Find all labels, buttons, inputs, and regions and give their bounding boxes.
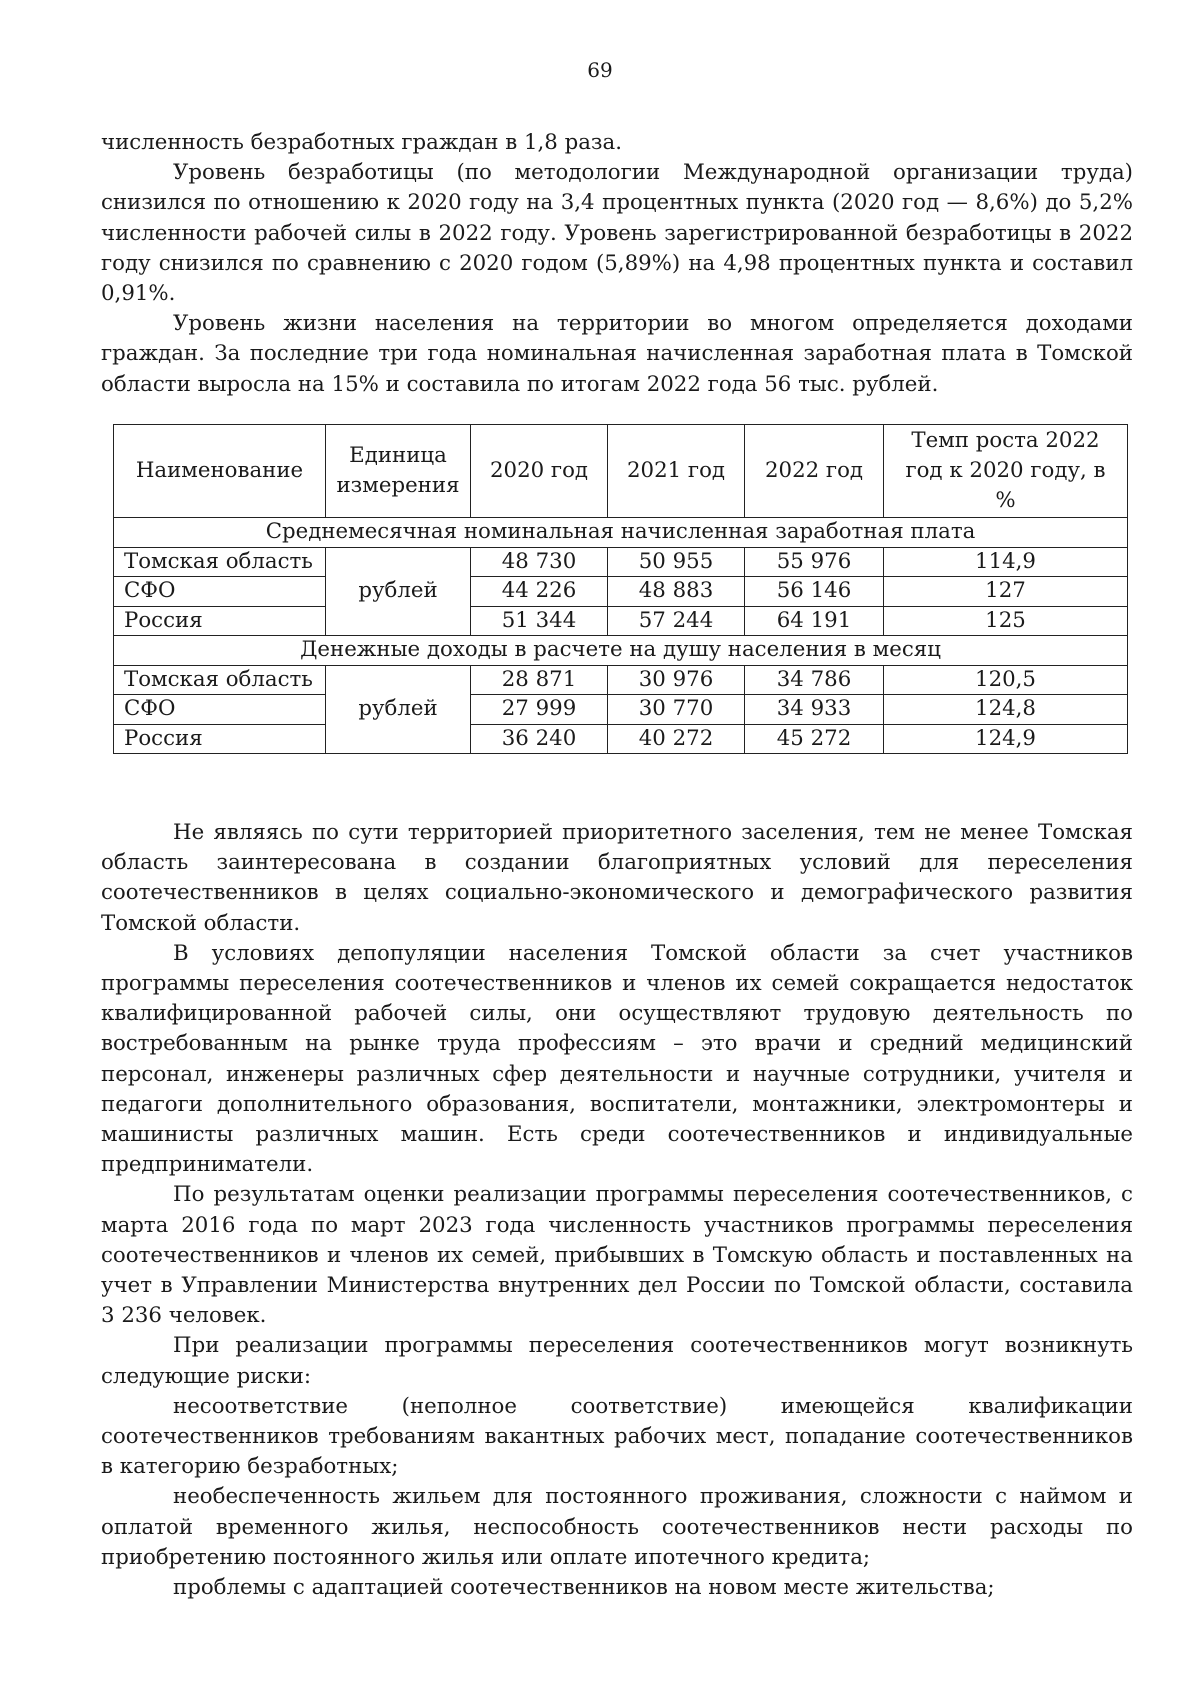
paragraph: Уровень безработицы (по методологии Международной организации труда) снизился по отношению к 2020 году на 3,4 процентных пункта (2020 год — 8,6%) до 5,2% численности рабочей силы в 2022 году. Уровень зарегистрированной безработицы в 2022 году снизился по сравнению с 2020 годом (5,89%) на 4,98 процентных пункта и составил 0,91%. xyxy=(101,160,1133,307)
unit-cell: рублей xyxy=(326,665,471,754)
body-text xyxy=(101,818,1133,1603)
table-row xyxy=(114,665,1128,695)
row-name: Россия xyxy=(114,724,326,754)
header-name: Наименование xyxy=(114,425,326,518)
paragraph: Не являясь по сути территорией приоритетного заселения, тем не менее Томская область заинтересована в создании благоприятных условий для переселения соотечественников в целях социально-экономического и демографического развития Томской области. xyxy=(101,820,1133,936)
section-title: Денежные доходы в расчете на душу населения в месяц xyxy=(114,636,1128,666)
section-row xyxy=(114,518,1128,548)
row-name: СФО xyxy=(114,577,326,607)
value-growth: 125 xyxy=(884,606,1128,636)
intro-text xyxy=(101,128,1133,400)
header-unit: Единица измерения xyxy=(326,425,471,518)
header-2020: 2020 год xyxy=(471,425,608,518)
value-2021: 30 770 xyxy=(608,695,745,725)
value-2022: 34 786 xyxy=(745,665,884,695)
value-2021: 40 272 xyxy=(608,724,745,754)
value-2021: 48 883 xyxy=(608,577,745,607)
value-2022: 56 146 xyxy=(745,577,884,607)
income-table xyxy=(113,424,1128,754)
value-2022: 34 933 xyxy=(745,695,884,725)
value-2021: 57 244 xyxy=(608,606,745,636)
value-2020: 28 871 xyxy=(471,665,608,695)
table-row xyxy=(114,547,1128,577)
row-name: Томская область xyxy=(114,665,326,695)
value-growth: 124,9 xyxy=(884,724,1128,754)
section-title: Среднемесячная номинальная начисленная заработная плата xyxy=(114,518,1128,548)
paragraph: Уровень жизни населения на территории во многом определяется доходами граждан. За последние три года номинальная начисленная заработная плата в Томской области выросла на 15% и составила по итогам 2022 года 56 тыс. рублей. xyxy=(101,311,1133,397)
page-number: 69 xyxy=(587,58,613,82)
value-2021: 50 955 xyxy=(608,547,745,577)
value-2020: 44 226 xyxy=(471,577,608,607)
paragraph: При реализации программы переселения соотечественников могут возникнуть следующие риски: xyxy=(101,1333,1133,1389)
paragraph: необеспеченность жильем для постоянного проживания, сложности с наймом и оплатой временного жилья, неспособность соотечественников нести расходы по приобретению постоянного жилья или оплате ипотечного кредита; xyxy=(101,1484,1133,1570)
header-2022: 2022 год xyxy=(745,425,884,518)
paragraph: проблемы с адаптацией соотечественников на новом месте жительства; xyxy=(173,1575,995,1601)
header-growth: Темп роста 2022 год к 2020 году, в % xyxy=(884,425,1128,518)
row-name: Томская область xyxy=(114,547,326,577)
value-2020: 48 730 xyxy=(471,547,608,577)
paragraph: несоответствие (неполное соответствие) имеющейся квалификации соотечественников требованиям вакантных рабочих мест, попадание соотечественников в категорию безработных; xyxy=(101,1393,1133,1480)
unit-cell: рублей xyxy=(326,547,471,636)
value-2020: 36 240 xyxy=(471,724,608,754)
value-2020: 27 999 xyxy=(471,695,608,725)
section-row xyxy=(114,636,1128,666)
table-row xyxy=(114,695,1128,725)
value-growth: 120,5 xyxy=(884,665,1128,695)
value-2021: 30 976 xyxy=(608,665,745,695)
table-row xyxy=(114,577,1128,607)
table-row xyxy=(114,724,1128,754)
value-2022: 45 272 xyxy=(745,724,884,754)
paragraph: численность безработных граждан в 1,8 раза. xyxy=(101,130,623,155)
row-name: СФО xyxy=(114,695,326,725)
value-2020: 51 344 xyxy=(471,606,608,636)
table-header-row xyxy=(114,425,1128,518)
header-2021: 2021 год xyxy=(608,425,745,518)
value-2022: 64 191 xyxy=(745,606,884,636)
value-2022: 55 976 xyxy=(745,547,884,577)
table-row xyxy=(114,606,1128,636)
value-growth: 114,9 xyxy=(884,547,1128,577)
value-growth: 124,8 xyxy=(884,695,1128,725)
paragraph: В условиях депопуляции населения Томской области за счет участников программы переселения соотечественников и членов их семей сокращается недостаток квалифицированной рабочей силы, они осуществляют трудовую деятельность по востребованным на рынке труда профессиям – это врачи и средний медицинский персонал, инженеры различных сфер деятельности и научные сотрудники, учителя и педагоги дополнительного образования, воспитатели, монтажники, электромонтеры и машинисты различных машин. Есть среди соотечественников и индивидуальные предприниматели. xyxy=(101,940,1133,1178)
paragraph: По результатам оценки реализации программы переселения соотечественников, с марта 2016 года по март 2023 года численность участников программы переселения соотечественников и членов их семей, прибывших в Томскую область и поставленных на учет в Управлении Министерства внутренних дел России по Томской области, составила 3 236 человек. xyxy=(101,1182,1133,1329)
row-name: Россия xyxy=(114,606,326,636)
value-growth: 127 xyxy=(884,577,1128,607)
